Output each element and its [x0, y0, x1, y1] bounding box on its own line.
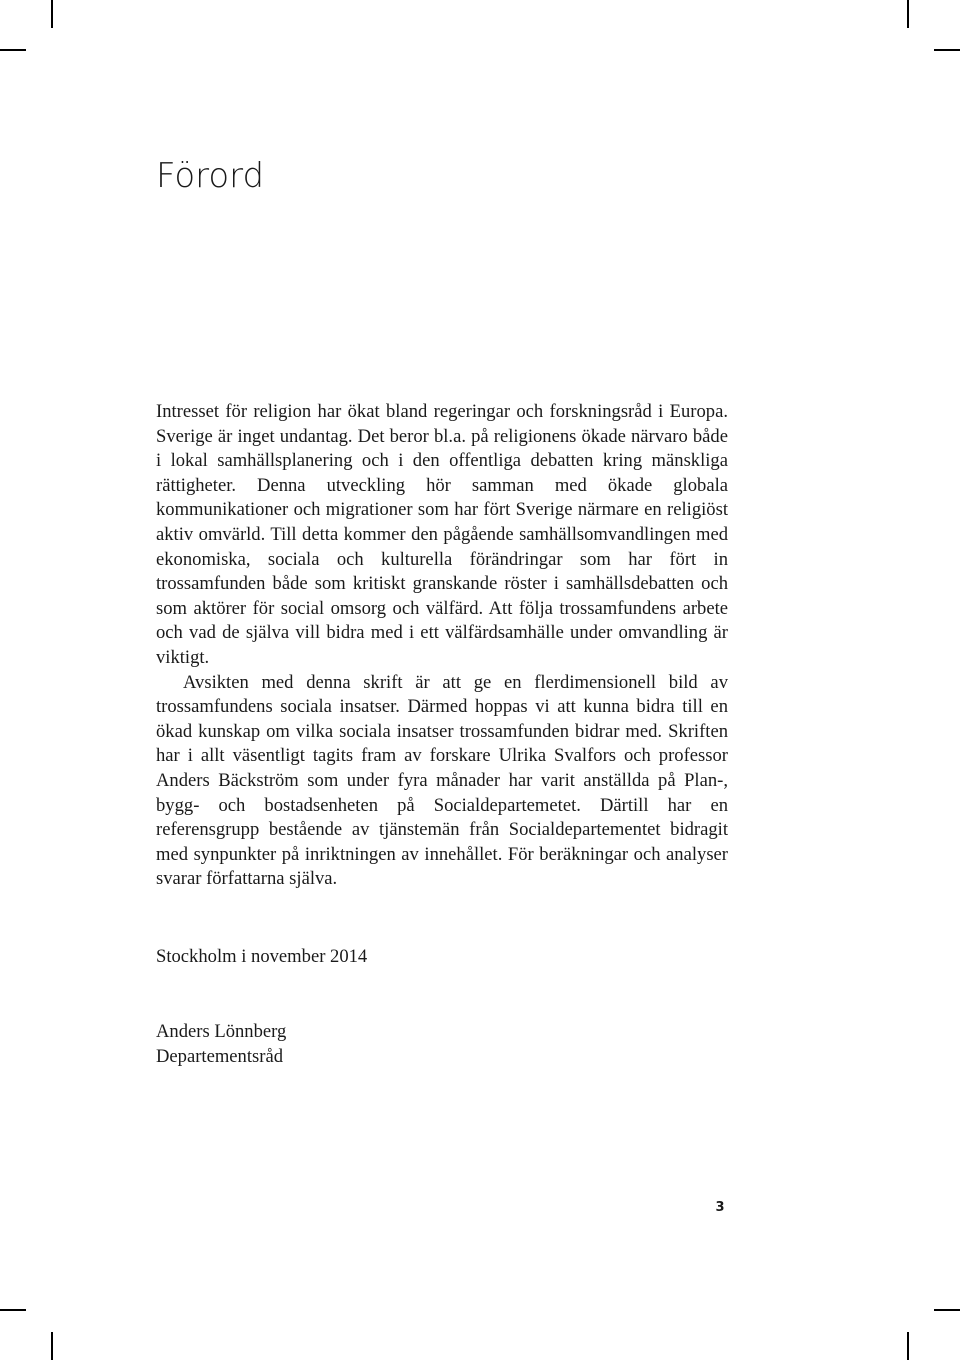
signature-role: Departementsråd — [156, 1045, 283, 1067]
crop-mark-top-right — [907, 0, 909, 28]
place-date: Stockholm i november 2014 — [156, 946, 368, 967]
crop-mark-left-bottom — [0, 1309, 26, 1311]
crop-mark-bottom-right — [907, 1332, 909, 1360]
crop-mark-bottom-left — [51, 1332, 53, 1360]
page-title: Förord — [156, 156, 265, 196]
crop-mark-right-top — [934, 49, 960, 51]
crop-mark-top-left — [51, 0, 53, 28]
signature-block — [156, 1020, 286, 1069]
crop-mark-right-bottom — [934, 1309, 960, 1311]
crop-mark-left-top — [0, 49, 26, 51]
paragraph-intro: Intresset för religion har ökat bland regeringar och forskningsråd i Europa. Sverige är inget undantag. Det beror bl.a. på religionens ökade närvaro både i lokal samhällsplanering och i den offentliga debatten kring mänskliga rättigheter. Denna utveckling hör samman med ökade globala kommunikationer och migrationer som har fört Sverige närmare en religiöst aktiv omvärld. Till detta kommer den pågående samhällsomvandlingen med ekonomiska, sociala och kulturella förändringar som har fört in trossamfunden både som kritiskt granskande röster i samhällsdebatten och som aktörer för social omsorg och välfärd. Att följa trossamfundens arbete och vad de själva vill bidra med i ett välfärdsamhälle under omvandling är viktigt. — [156, 401, 728, 668]
signature-name: Anders Lönnberg — [156, 1021, 287, 1042]
page-number: 3 — [715, 1200, 725, 1215]
paragraph-purpose: Avsikten med denna skrift är att ge en flerdimensionell bild av trossamfundens sociala insatser. Därmed hoppas vi att kunna bidra till en ökad kunskap om vilka sociala insatser trossamfunden bidrar med. Skriften har i allt väsentligt tagits fram av forskare Ulrika Svalfors och professor Anders Bäckström som under fyra månader har varit anställda på Plan-, bygg- och bostadsenheten på Socialdepartemetet. Därtill har en referensgrupp bestående av tjänstemän från Socialdepartementet bidragit med synpunkter på inriktningen av innehållet. För beräkningar och analyser svarar författarna själva. — [156, 671, 728, 890]
body-text — [156, 400, 728, 892]
